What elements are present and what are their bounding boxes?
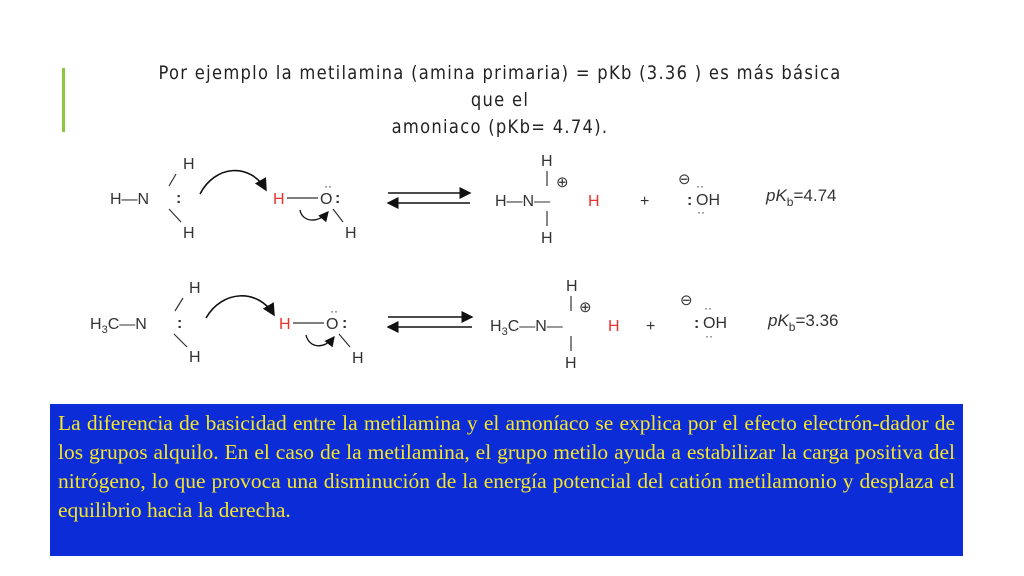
- bond: [169, 174, 176, 186]
- electron-arrow: [206, 296, 274, 318]
- water-h-red: H: [279, 316, 291, 333]
- methylamine-h-top: H: [189, 280, 201, 297]
- methylamine-h-bottom: H: [189, 349, 201, 366]
- hydroxide: OH: [703, 315, 727, 332]
- bond: [174, 334, 187, 347]
- reaction-ammonia: [110, 153, 837, 247]
- methylamine-h3c-n: $H_3C—N$: [90, 316, 147, 336]
- methylammonium-h-top: H: [566, 278, 578, 295]
- water-h-red: H: [273, 191, 285, 208]
- water-o: O: [326, 316, 339, 333]
- plus-sign: +: [640, 193, 650, 210]
- reaction-methylamine: [90, 278, 839, 372]
- ammonia-h-top: H: [183, 156, 195, 173]
- ammonium-h-bottom: H: [541, 230, 553, 247]
- bond: [339, 334, 350, 347]
- water-o: O: [320, 191, 333, 208]
- methylammonium-h-bottom: H: [565, 355, 577, 372]
- title-line-2: amoniaco (pKb= 4.74).: [391, 116, 609, 138]
- ammonia-h-n: H—N: [110, 191, 150, 208]
- water-o-dots: ··: [330, 304, 338, 318]
- methylamine-lone-pair: :: [177, 315, 183, 332]
- pkb-label: $pK_b=3.36$: [768, 311, 839, 334]
- minus-charge: ⊖: [678, 171, 691, 188]
- water-h-bottom: H: [352, 350, 364, 367]
- equilibrium-arrows: [388, 193, 470, 203]
- ammonium-h-top: H: [541, 153, 553, 170]
- methylammonium-h-red: H: [608, 318, 620, 335]
- bond: [175, 298, 183, 311]
- plus-sign: +: [646, 318, 656, 335]
- electron-arrow: [200, 171, 266, 194]
- plus-charge: ⊕: [556, 174, 569, 191]
- ammonia-lone-pair: :: [176, 190, 182, 207]
- oh-dots-bottom: ··: [697, 205, 705, 219]
- methylammonium-h3c-n: $H_3C—N—$: [490, 318, 563, 338]
- water-lone-pair: :: [342, 315, 348, 332]
- pkb-label: $pK_b=4.74$: [766, 186, 837, 209]
- water-lone-pair: :: [335, 190, 341, 207]
- bond: [333, 209, 343, 222]
- water-o-dots: ··: [324, 179, 332, 193]
- hydroxide: OH: [696, 192, 720, 209]
- water-h-bottom: H: [345, 225, 357, 242]
- title-line-1: Por ejemplo la metilamina (amina primaria) = pKb (3.36 ) es más básica que el: [158, 62, 842, 111]
- oh-lone-pair: :: [687, 192, 693, 209]
- explanation-text: La diferencia de basicidad entre la metilamina y el amoníaco se explica por el efecto electrón-dador de los grupos alquilo. En el caso de la metilamina, el grupo metilo ayuda a estabilizar la carga positiva del nitrógeno, lo que provoca una disminución de la energía potencial del catión metilamonio y desplaza el equilibrio hacia la derecha.: [58, 411, 955, 522]
- bond: [169, 209, 181, 222]
- ammonium-h-red: H: [588, 193, 600, 210]
- oh-dots-top: ··: [696, 179, 704, 193]
- minus-charge: ⊖: [680, 292, 693, 309]
- oh-dots-bottom: ··: [705, 329, 713, 343]
- electron-arrow-small: [306, 335, 334, 346]
- ammonium-h-n: H—N—: [495, 193, 551, 210]
- oh-dots-top: ··: [704, 301, 712, 315]
- electron-arrow-small: [300, 210, 328, 220]
- ammonia-h-bottom: H: [183, 225, 195, 242]
- explanation-box: [50, 404, 963, 556]
- oh-lone-pair: :: [694, 315, 700, 332]
- equilibrium-arrows: [388, 317, 472, 327]
- plus-charge: ⊕: [579, 299, 592, 316]
